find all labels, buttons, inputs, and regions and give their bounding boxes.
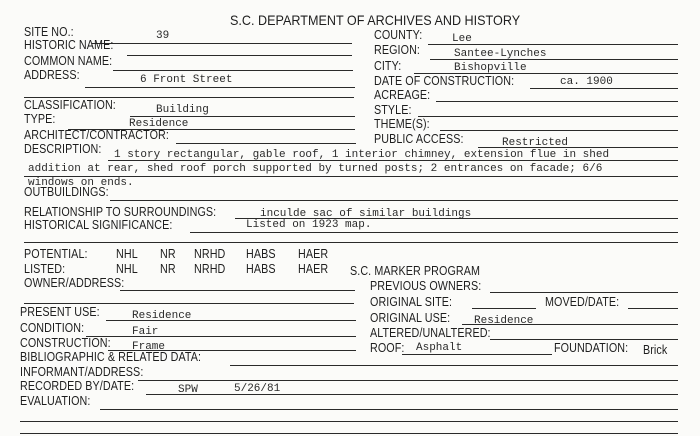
date-construction-label: DATE OF CONSTRUCTION: bbox=[374, 74, 515, 88]
owner-address-line bbox=[120, 290, 355, 291]
moved-date-label: MOVED/DATE: bbox=[545, 295, 620, 309]
region-label: REGION: bbox=[374, 43, 420, 57]
roof-value: Asphalt bbox=[416, 342, 463, 354]
county-value: Lee bbox=[452, 33, 472, 45]
type-label: TYPE: bbox=[24, 112, 56, 126]
bibliographic-line bbox=[230, 365, 678, 366]
county-line bbox=[428, 44, 678, 45]
style-label: STYLE: bbox=[374, 103, 412, 117]
potential-haer: HAER bbox=[298, 247, 329, 261]
moved-date-line bbox=[628, 308, 678, 309]
present-use-line bbox=[106, 320, 356, 321]
classification-line bbox=[130, 116, 355, 117]
significance-line bbox=[190, 232, 678, 233]
classification-label: CLASSIFICATION: bbox=[24, 98, 116, 112]
description-line-1: 1 story rectangular, gable roof, 1 interior chimney, extension flue in shed bbox=[114, 149, 610, 161]
foundation-label: FOUNDATION: bbox=[554, 341, 629, 355]
region-line bbox=[430, 59, 678, 60]
owner-address-label: OWNER/ADDRESS: bbox=[24, 276, 125, 290]
listed-haer: HAER bbox=[298, 262, 329, 276]
acreage-line bbox=[436, 101, 678, 102]
evaluation-label: EVALUATION: bbox=[20, 394, 91, 408]
style-line bbox=[418, 116, 678, 117]
condition-line bbox=[86, 336, 356, 337]
acreage-label: ACREAGE: bbox=[374, 88, 431, 102]
address-label: ADDRESS: bbox=[24, 68, 80, 82]
listed-label: LISTED: bbox=[24, 262, 66, 276]
construction-value: Frame bbox=[132, 341, 166, 353]
original-use-value: Residence bbox=[474, 315, 534, 327]
outbuildings-label: OUTBUILDINGS: bbox=[24, 185, 109, 199]
recorded-line bbox=[146, 394, 678, 395]
description-line-3: windows on ends. bbox=[28, 177, 134, 189]
previous-owners-line bbox=[490, 292, 678, 293]
address-line bbox=[85, 87, 355, 88]
potential-nrhd: NRHD bbox=[194, 247, 226, 261]
historic-name-label: HISTORIC NAME: bbox=[24, 38, 114, 52]
city-label: CITY: bbox=[374, 59, 402, 73]
blank-line bbox=[24, 242, 678, 243]
listed-nr: NR bbox=[160, 262, 176, 276]
present-use-label: PRESENT USE: bbox=[20, 305, 100, 319]
architect-label: ARCHITECT/CONTRACTOR: bbox=[24, 128, 169, 142]
type-value: Residence bbox=[129, 118, 189, 130]
relationship-value: inculde sac of similar buildings bbox=[260, 208, 472, 220]
themes-label: THEME(S): bbox=[374, 117, 430, 131]
recorded-label: RECORDED BY/DATE: bbox=[20, 379, 135, 393]
roof-label: ROOF: bbox=[370, 341, 405, 355]
blank-line bbox=[20, 421, 678, 422]
listed-nhl: NHL bbox=[116, 262, 138, 276]
potential-nhl: NHL bbox=[116, 247, 138, 261]
common-name-line bbox=[113, 70, 353, 71]
significance-label: HISTORICAL SIGNIFICANCE: bbox=[24, 218, 173, 232]
outbuildings-line bbox=[110, 200, 678, 201]
listed-habs: HABS bbox=[246, 262, 276, 276]
blank-line bbox=[24, 303, 354, 304]
public-access-line bbox=[478, 147, 678, 148]
region-value: Santee-Lynches bbox=[454, 48, 547, 60]
listed-nrhd: NRHD bbox=[194, 262, 226, 276]
relationship-label: RELATIONSHIP TO SURROUNDINGS: bbox=[24, 205, 217, 219]
blank-line bbox=[20, 433, 678, 434]
date-construction-value: ca. 1900 bbox=[560, 76, 613, 88]
construction-label: CONSTRUCTION: bbox=[20, 336, 111, 350]
altered-line bbox=[490, 339, 678, 340]
date-construction-line bbox=[530, 88, 678, 89]
original-use-label: ORIGINAL USE: bbox=[370, 311, 451, 325]
potential-nr: NR bbox=[160, 247, 176, 261]
common-name-label: COMMON NAME: bbox=[24, 54, 113, 68]
roof-line bbox=[402, 354, 552, 355]
public-access-label: PUBLIC ACCESS: bbox=[374, 132, 464, 146]
potential-habs: HABS bbox=[246, 247, 276, 261]
bibliographic-label: BIBLIOGRAPHIC & RELATED DATA: bbox=[20, 350, 202, 364]
informant-line bbox=[138, 380, 678, 381]
county-label: COUNTY: bbox=[374, 28, 423, 42]
previous-owners-label: PREVIOUS OWNERS: bbox=[370, 279, 482, 293]
city-value: Bishopville bbox=[454, 62, 527, 74]
classification-value: Building bbox=[156, 104, 209, 116]
altered-label: ALTERED/UNALTERED: bbox=[370, 326, 491, 340]
recorded-date: 5/26/81 bbox=[234, 383, 281, 395]
original-site-line bbox=[472, 308, 536, 309]
condition-label: CONDITION: bbox=[20, 321, 85, 335]
significance-value: Listed on 1923 map. bbox=[246, 219, 372, 231]
original-site-label: ORIGINAL SITE: bbox=[370, 295, 453, 309]
site-no-value: 39 bbox=[156, 30, 170, 42]
description-label: DESCRIPTION: bbox=[24, 142, 102, 156]
site-no-line bbox=[92, 43, 352, 44]
public-access-value: Restricted bbox=[502, 137, 569, 149]
site-no-label: SITE NO.: bbox=[24, 25, 74, 39]
present-use-value: Residence bbox=[132, 310, 192, 322]
historic-name-line bbox=[127, 55, 352, 56]
condition-value: Fair bbox=[132, 326, 159, 338]
original-use-line bbox=[462, 324, 678, 325]
description-line-2: addition at rear, shed roof porch supported by turned posts; 2 entrances on facade; 6/6 bbox=[28, 163, 603, 175]
themes-line bbox=[440, 130, 678, 131]
potential-label: POTENTIAL: bbox=[24, 247, 88, 261]
foundation-value: Brick bbox=[643, 343, 668, 357]
marker-program-label: S.C. MARKER PROGRAM bbox=[350, 264, 481, 278]
form-title: S.C. DEPARTMENT OF ARCHIVES AND HISTORY bbox=[230, 12, 521, 28]
description-rule-1 bbox=[108, 160, 678, 161]
recorded-initials: SPW bbox=[178, 384, 198, 396]
architect-line bbox=[176, 143, 356, 144]
evaluation-line bbox=[100, 409, 678, 410]
address-value: 6 Front Street bbox=[140, 74, 233, 86]
informant-label: INFORMANT/ADDRESS: bbox=[20, 365, 144, 379]
